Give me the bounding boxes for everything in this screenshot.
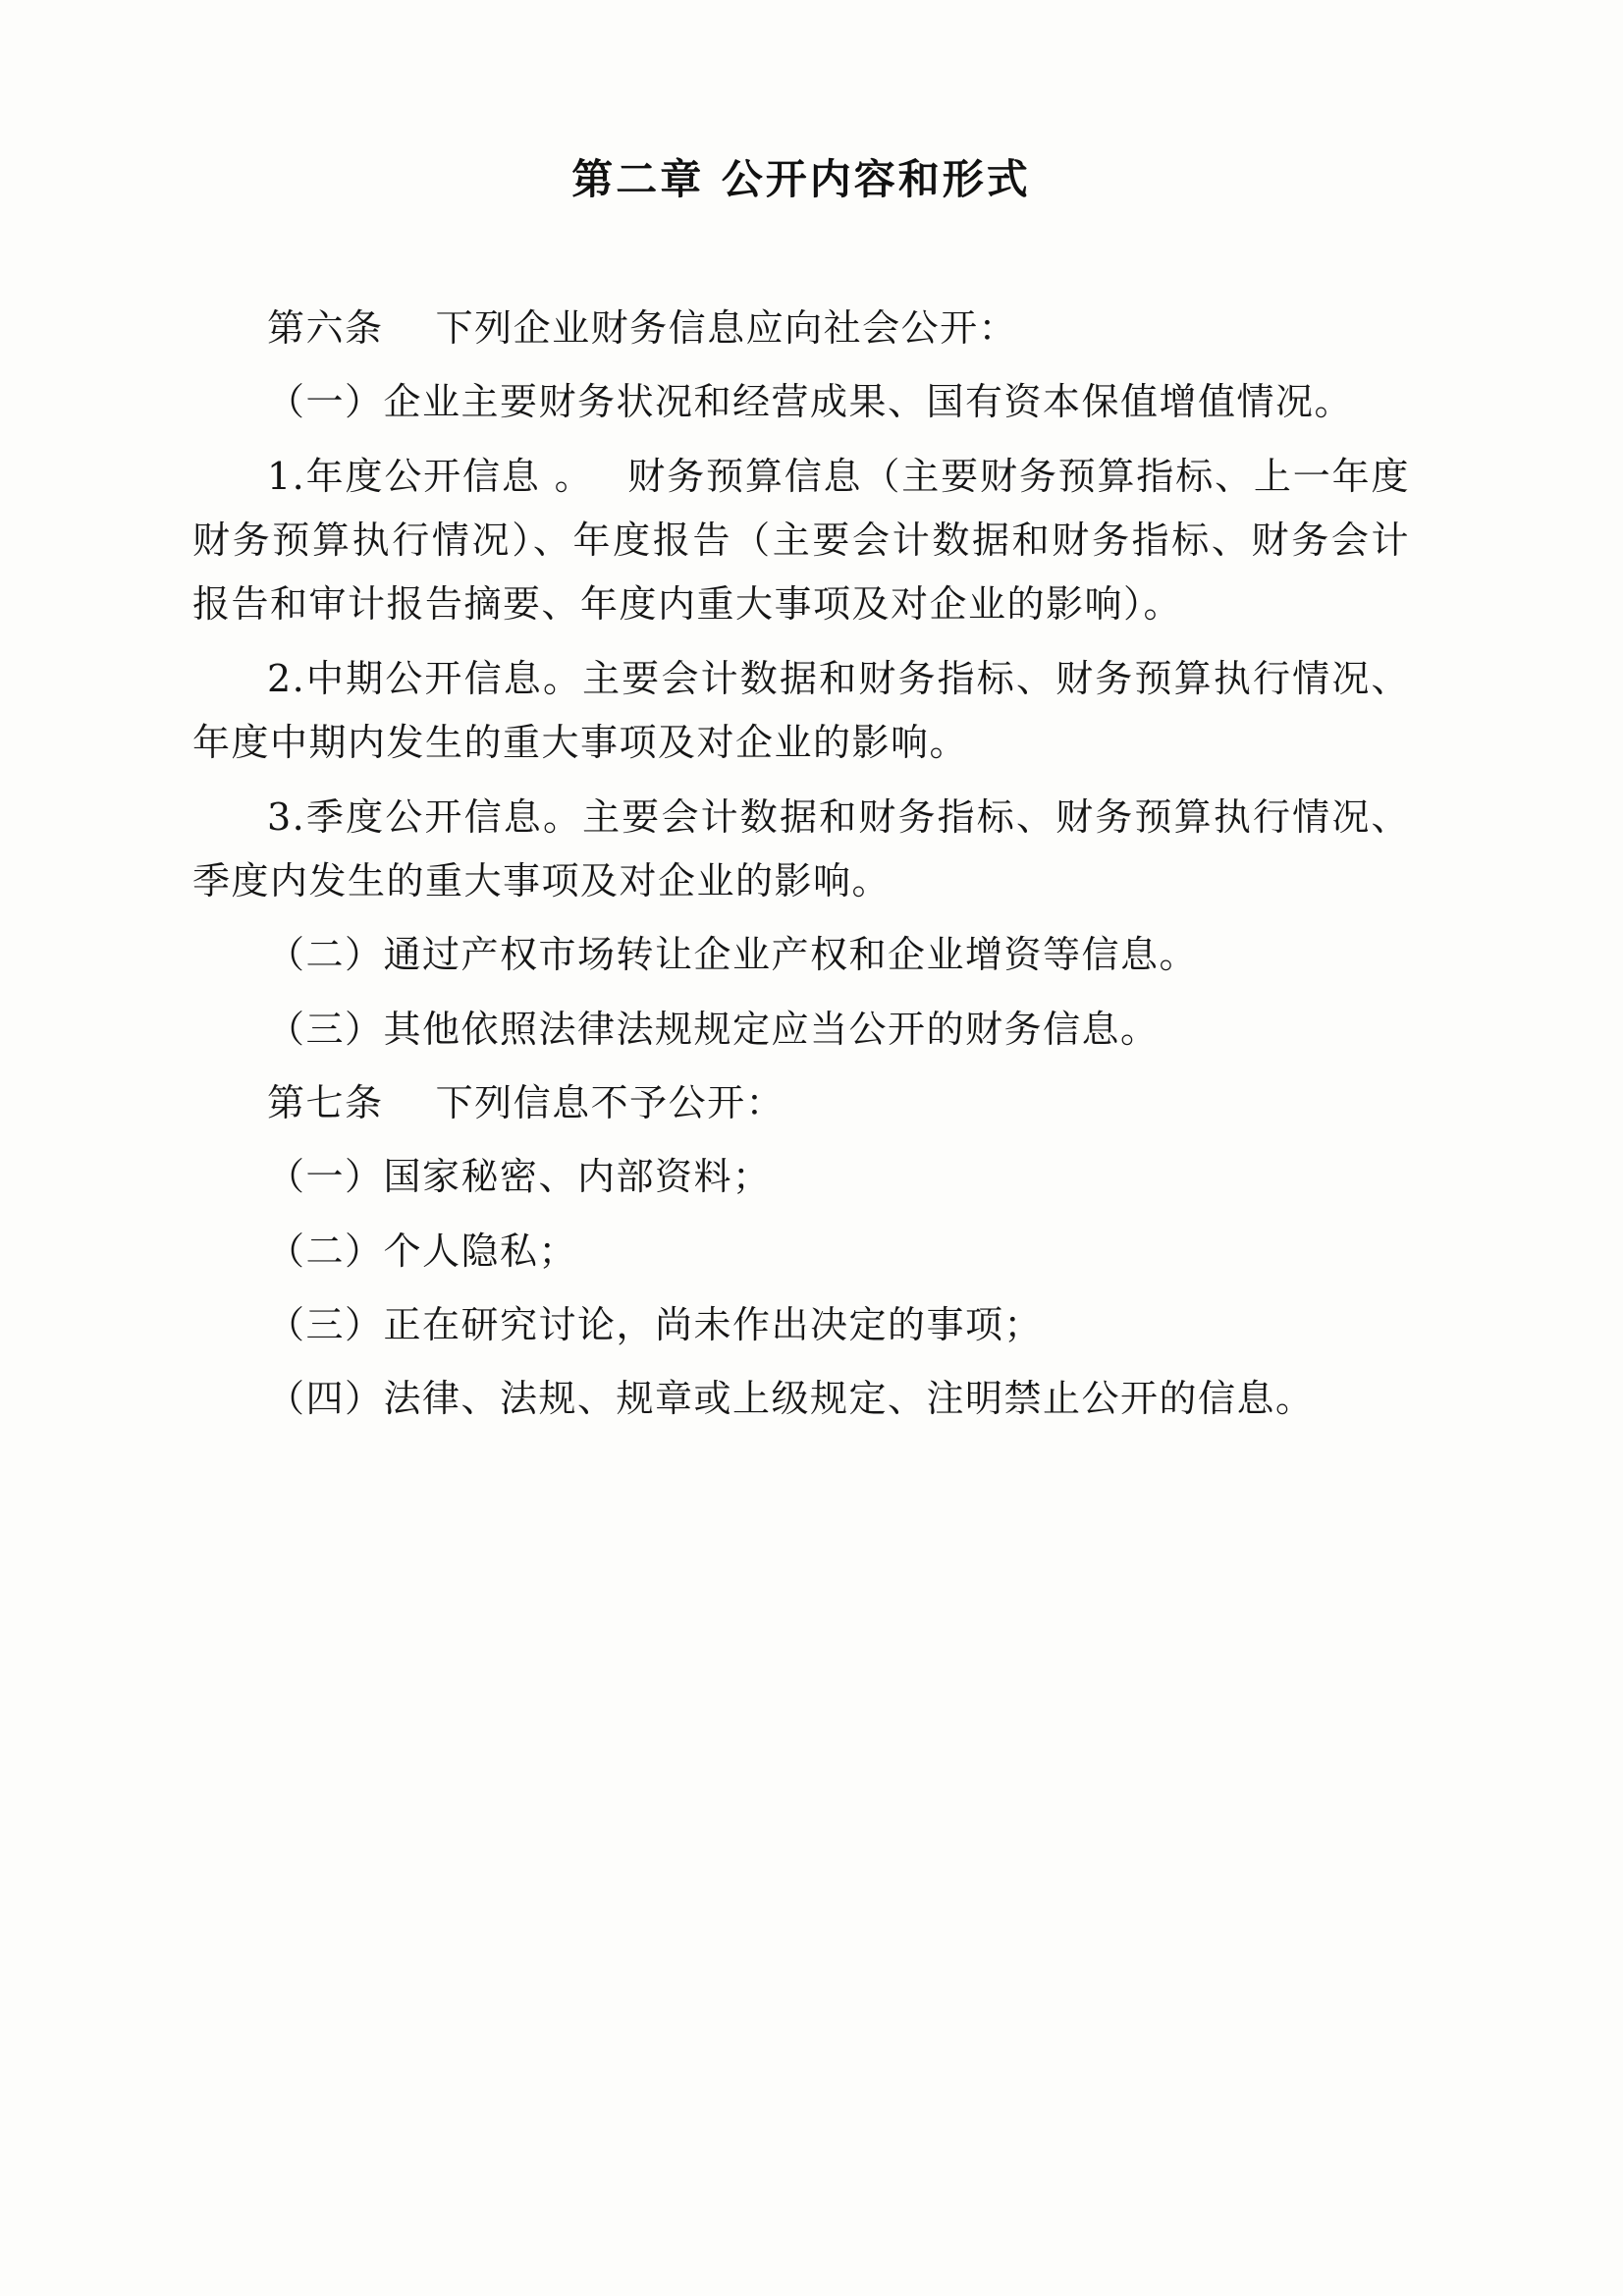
- paragraph-sub-2: 2.中期公开信息。主要会计数据和财务指标、财务预算执行情况、年度中期内发生的重大事项及对企业的影响。: [192, 656, 1410, 765]
- paragraph-exclusion-2: （二）个人隐私；: [267, 1229, 578, 1273]
- paragraph-exclusion-3: （三）正在研究讨论，尚未作出决定的事项；: [267, 1303, 1044, 1347]
- paragraph-item-2: （二）通过产权市场转让企业产权和企业增资等信息。: [267, 933, 1199, 977]
- page-title: 第二章 公开内容和形式: [571, 155, 1031, 203]
- paragraph-sub-1: 1.年度公开信息 。 财务预算信息（主要财务预算指标、上一年度财务预算执行情况）、年度报告（主要会计数据和财务指标、财务会计报告和审计报告摘要、年度内重大事项及对企业的影响）。: [192, 454, 1410, 627]
- paragraph-item-1: （一）企业主要财务状况和经营成果、国有资本保值增值情况。: [267, 380, 1354, 424]
- paragraph-exclusion-1: （一）国家秘密、内部资料；: [267, 1155, 772, 1199]
- paragraph-item-3: （三）其他依照法律法规规定应当公开的财务信息。: [267, 1007, 1160, 1051]
- document-body: [192, 147, 1410, 1442]
- paragraph-exclusion-4: （四）法律、法规、规章或上级规定、注明禁止公开的信息。: [267, 1377, 1315, 1421]
- paragraph-sub-3: 3.季度公开信息。主要会计数据和财务指标、财务预算执行情况、季度内发生的重大事项及对企业的影响。: [192, 794, 1410, 902]
- paragraph-article-7: 第七条 下列信息不予公开：: [267, 1080, 785, 1124]
- paragraph-article-6: 第六条 下列企业财务信息应向社会公开：: [267, 306, 1018, 350]
